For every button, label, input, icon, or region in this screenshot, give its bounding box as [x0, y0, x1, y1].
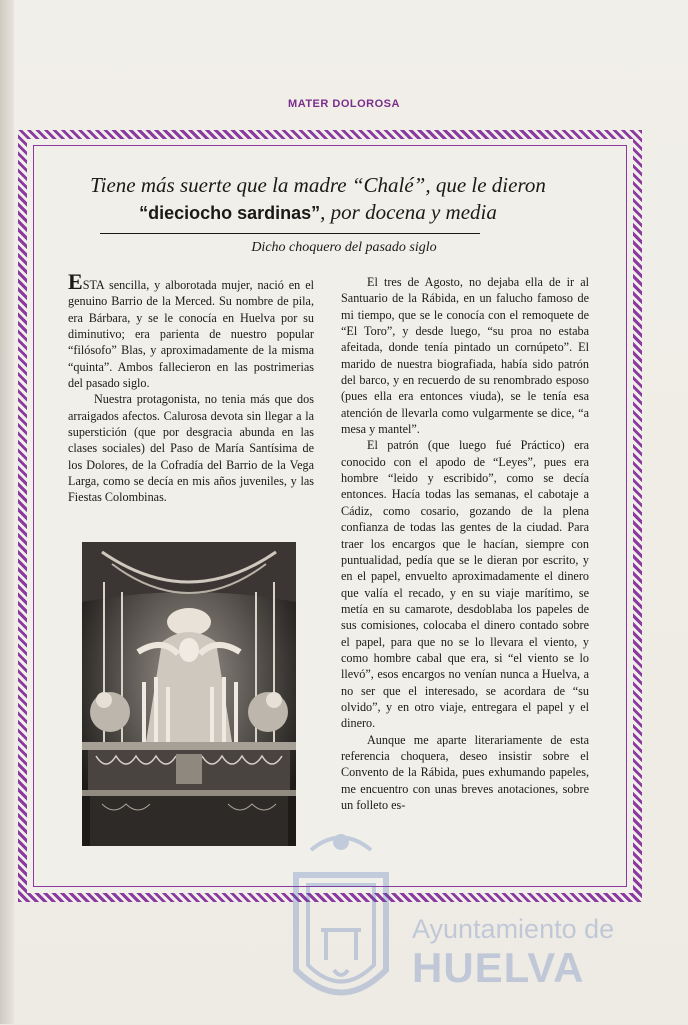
title-text-2: , por docena y media — [320, 200, 497, 224]
drop-cap: E — [68, 269, 83, 294]
left-paragraph-2: Nuestra protagonista, no tenia más que dos arraigados afectos. Calurosa devota sin llegar a la superstición (que por desgracia abunda en las clases sociales) del Paso de María Santísima de los Dolores, de la Cofradía del Barrio de la Vega Larga, como se decía en mis años juveniles, y las Fiestas Colombinas. — [68, 392, 314, 505]
left-paragraph-1-text: STA sencilla, y alborotada mujer, nació en el genuino Barrio de la Merced. Su nombre de pila, era Bárbara, y se le conocía en Huelva por su diminutivo; era parienta de nuestro popular “filósofo” Blas, y aproximadamente de la misma “quinta”. Ambos fallecieron en las postrimerias del pasado siglo. — [68, 278, 314, 391]
watermark-line-2: HUELVA — [412, 944, 585, 991]
page-gutter — [0, 0, 14, 1024]
title-rule — [100, 233, 480, 234]
title-text-1: Tiene más suerte que la madre “Chalé”, que le dieron — [90, 173, 546, 197]
article-subtitle: Dicho choquero del pasado siglo — [251, 240, 437, 255]
procession-photo — [82, 542, 296, 846]
watermark-line-1: Ayuntamiento de — [412, 914, 615, 944]
right-paragraph-3: Aunque me aparte literariamente de esta referencia choquera, deseo insistir sobre el Convento de la Rábida, pues exhumando papeles, me encuentro con unas breves anotaciones, sobre un folleto es- — [341, 732, 589, 812]
title-bold-phrase: “dieciocho sardinas” — [139, 203, 321, 223]
article-title — [46, 172, 590, 227]
right-paragraph-2: El patrón (que luego fué Práctico) era conocido con el apodo de “Leyes”, pues era hombre “leido y escribido”, como se decía entonces. Hacía todas las semanas, el cabotaje a Cádiz, como cosario, gozando de la plena confianza de todas las gentes de la ciudad. Para traer los encargos que le hacían, siempre con puntualidad, pedía que se le dieran por escrito, y en el papel, envuelto aproximadamente el dinero que valía el recado, y en su viaje marítimo, se metía en su camarote, desdoblaba los papeles de sus comisiones, colocaba el dinero contado sobre el papel, para que no se lo llevara el viento, y como hombre cabal que era, si “el viento se lo llevó”, esos encargos no venían nunca a Huelva, a no ser que el interesado, se acordara de “su olvido”, y en otro viaje, entregara el papel y el dinero. — [341, 438, 589, 731]
left-paragraph-1 — [68, 269, 314, 391]
left-column — [68, 269, 314, 506]
running-header: MATER DOLOROSA — [288, 98, 400, 110]
right-paragraph-1: El tres de Agosto, no dejaba ella de ir al Santuario de la Rábida, en un falucho famoso de mi tiempo, que se le conocía con el remoquete de “El Toro”, y desde luego, “su proa no estaba afeitada, donde tenía pintado un cornúpeto”. El marido de nuestra biografiada, había sido patrón del barco, y en recuerdo de su renombrado esposo (pues ella era entonces viuda), se le tenía esa atención de llevarla como vulgarmente se dice, “a mesa y mantel”. — [341, 275, 589, 437]
right-column — [341, 274, 589, 813]
procession-image-illustration — [82, 542, 296, 846]
